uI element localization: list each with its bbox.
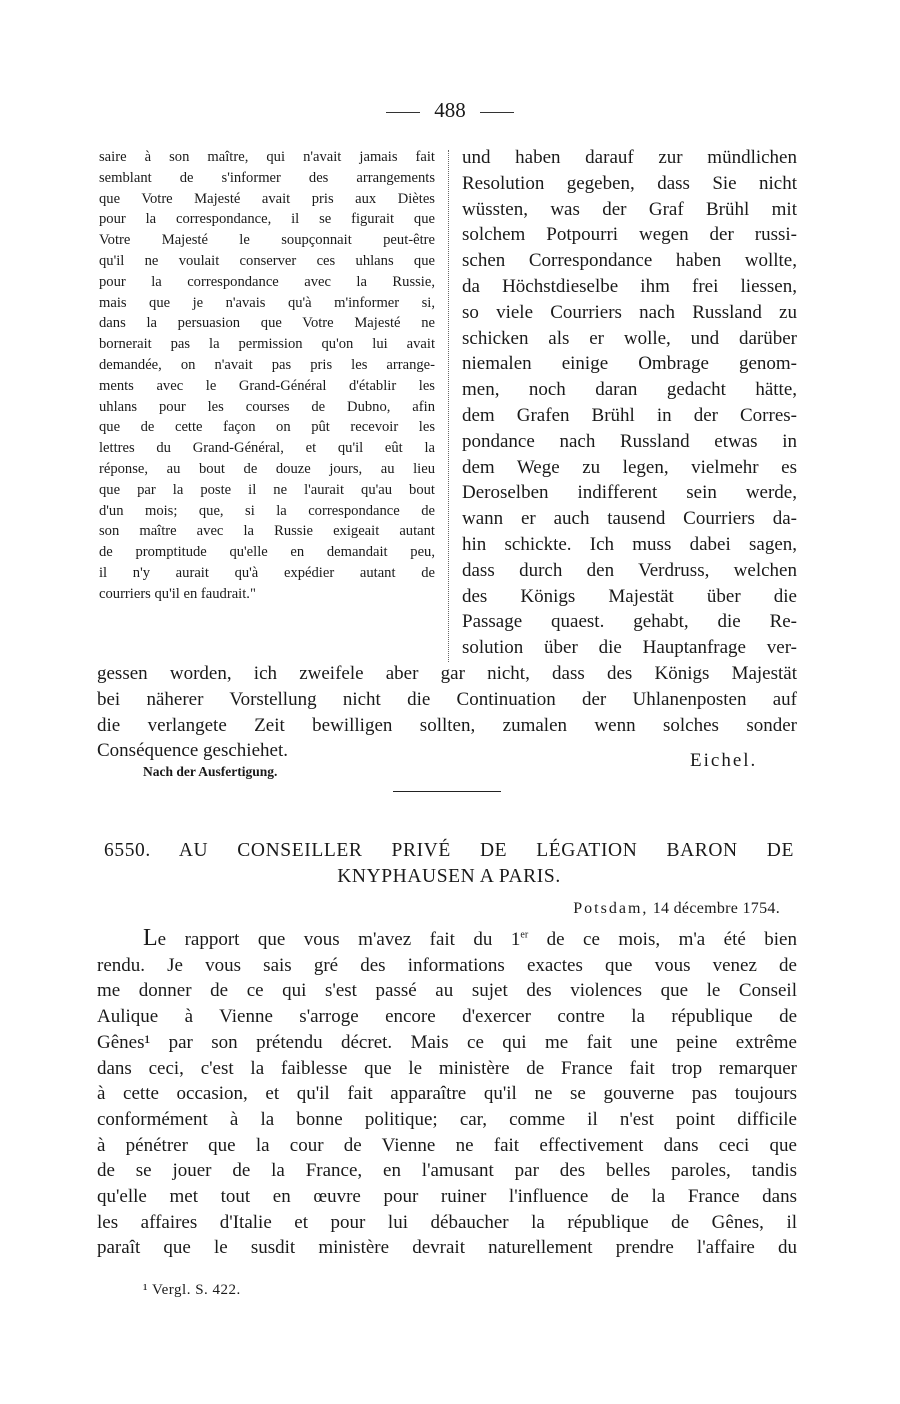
column-divider — [448, 150, 449, 662]
text-line: que par la poste il ne l'aurait qu'au bout — [99, 481, 435, 498]
text-line: d'un mois; que, si la correspondance de — [99, 502, 435, 519]
text-line: bei näherer Vorstellung nicht die Continuation der Uhlanenposten auf — [97, 688, 797, 710]
text-line: des Königs Majestät über die — [462, 585, 797, 607]
text-line: demandée, on n'avait pas pris les arrange- — [99, 356, 435, 373]
source-note: Nach der Ausfertigung. — [143, 764, 278, 779]
letter-body — [97, 926, 797, 1261]
text-line: son maître avec la Russie exigeait autant — [99, 523, 435, 540]
text-line: dem Wege zu legen, vielmehr es — [462, 456, 797, 478]
section-separator — [393, 791, 501, 792]
text-line: les affaires d'Italie et pour lui débaucher la république de Gênes, il — [97, 1211, 797, 1233]
text-line: qu'elle met tout en œuvre pour ruiner l'influence de la France dans — [97, 1186, 797, 1208]
text-line: so viele Courriers nach Russland zu — [462, 301, 797, 323]
text-line: mais que je n'avais qu'à m'informer si, — [99, 294, 435, 311]
text-line: de promptitude qu'elle en demandait peu, — [99, 544, 435, 561]
text-line: dans ceci, c'est la faiblesse que le ministère de France fait trop remarquer — [97, 1057, 797, 1079]
dateline — [573, 900, 780, 918]
text-line: dass durch den Verdruss, welchen — [462, 559, 797, 581]
first-line-superscript: er — [520, 929, 529, 941]
text-line: dem Grafen Brühl in der Corres- — [462, 404, 797, 426]
text-line: de se jouer de la France, en l'amusant par des belles paroles, tandis — [97, 1160, 797, 1182]
text-line: lettres du Grand-Général, et qu'il eût la — [99, 440, 435, 457]
page-number: 488 — [434, 98, 466, 122]
letter-excerpt-column — [99, 147, 435, 605]
first-line-text: e rapport que vous m'avez fait du 1 — [157, 929, 521, 950]
text-line: da Höchstdieselbe ihm frei liessen, — [462, 275, 797, 297]
text-line: uhlans pour les courses de Dubno, afin — [99, 398, 435, 415]
text-line: men, noch daran gedacht hätte, — [462, 379, 797, 401]
text-line: que Votre Majesté avait pris aux Diètes — [99, 190, 435, 207]
text-line: pour la correspondance avec la Russie, — [99, 273, 435, 290]
text-line: il n'y aurait qu'à expédier autant de — [99, 564, 435, 581]
page-number-right-rule — [480, 112, 514, 113]
text-line: niemalen einige Ombrage genom- — [462, 353, 797, 375]
text-line: à pénétrer que la cour de Vienne ne fait effectivement dans ceci que — [97, 1134, 797, 1156]
page-number-left-rule — [386, 112, 420, 113]
dateline-date: 14 décembre 1754. — [652, 900, 780, 917]
report-continuation — [97, 661, 797, 764]
text-line: pondance nach Russland etwas in — [462, 430, 797, 452]
text-line: und haben darauf zur mündlichen — [462, 147, 797, 168]
text-line: Conséquence geschiehet. — [97, 740, 288, 762]
text-line: schicken als er wolle, und darüber — [462, 327, 797, 349]
text-line: paraît que le susdit ministère devrait naturellement prendre l'affaire du — [97, 1237, 797, 1259]
text-line: gessen worden, ich zweifele aber gar nicht, dass des Königs Majestät — [97, 663, 797, 684]
text-line: que de cette façon on pût recevoir les — [99, 419, 435, 436]
text-line: semblant de s'informer des arrangements — [99, 169, 435, 186]
text-line: réponse, au bout de douze jours, au lieu — [99, 460, 435, 477]
document-number: 6550. — [104, 840, 151, 861]
page-number-line — [0, 98, 900, 123]
text-line: conformément à la bonne politique; car, comme il n'est point difficile — [97, 1108, 797, 1130]
body-first-line — [97, 926, 797, 953]
text-line: ments avec le Grand-Général d'établir les — [99, 377, 435, 394]
footnote: ¹ Vergl. S. 422. — [143, 1282, 241, 1298]
text-line: Gênes¹ par son prétendu décret. Mais ce qui me fait une peine extrême — [97, 1031, 797, 1053]
text-line: hin schickte. Ich muss dabei sagen, — [462, 533, 797, 555]
heading-title-2: KNYPHAUSEN A PARIS. — [337, 866, 561, 887]
text-line: bornerait pas la permission qu'on lui avait — [99, 336, 435, 353]
text-line: Deroselben indifferent sein werde, — [462, 482, 797, 504]
text-line: schen Correspondance haben wollte, — [462, 250, 797, 272]
report-column — [462, 145, 797, 661]
text-line: Passage quaest. gehabt, die Re- — [462, 611, 797, 633]
text-line: saire à son maître, qui n'avait jamais fait — [99, 149, 435, 165]
text-line: dans la persuasion que Votre Majesté ne — [99, 315, 435, 332]
text-line: Aulique à Vienne s'arroge encore d'exercer contre la république de — [97, 1006, 797, 1028]
text-line: courriers qu'il en faudrait." — [99, 585, 256, 602]
text-line: Votre Majesté le soupçonnait peut-être — [99, 232, 435, 249]
text-line: wüssten, was der Graf Brühl mit — [462, 198, 797, 220]
heading-line-1 — [104, 838, 794, 864]
text-line: solution über die Hauptanfrage ver- — [462, 637, 797, 659]
text-line: rendu. Je vous sais gré des informations exactes que vous venez de — [97, 954, 797, 976]
text-line: die verlangete Zeit bewilligen sollten, zumalen wenn solches sonder — [97, 714, 797, 736]
first-line-end: de ce mois, m'a été bien — [528, 929, 797, 950]
text-line: pour la correspondance, il se figurait que — [99, 211, 435, 228]
dropcap: L — [143, 925, 158, 951]
text-line: solchem Potpourri wegen der russi- — [462, 224, 797, 246]
text-line: qu'il ne voulait conserver ces uhlans que — [99, 252, 435, 269]
dateline-place: Potsdam, — [573, 900, 649, 917]
text-line: wann er auch tausend Courriers da- — [462, 508, 797, 530]
text-line: me donner de ce qui s'est passé au sujet des violences que le Conseil — [97, 980, 797, 1002]
text-line: Resolution gegeben, dass Sie nicht — [462, 172, 797, 194]
text-line: à cette occasion, et qu'il fait apparaître qu'il ne se gouverne pas toujours — [97, 1083, 797, 1105]
document-heading — [104, 838, 794, 890]
heading-title-1: AU CONSEILLER PRIVÉ DE LÉGATION BARON DE — [178, 840, 794, 861]
signature: Eichel. — [690, 750, 758, 771]
